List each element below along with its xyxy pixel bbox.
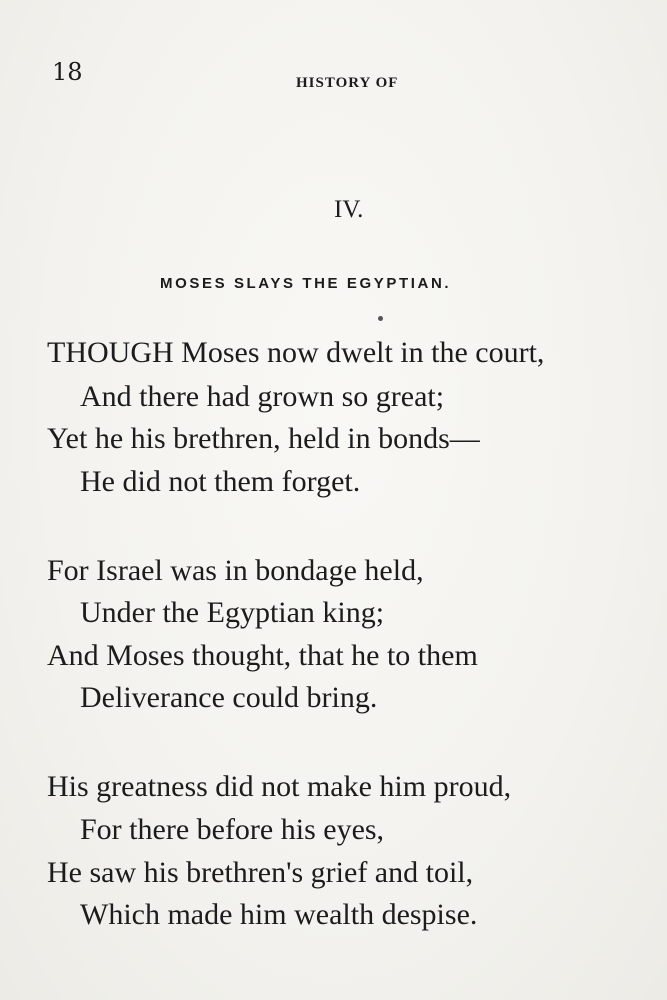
verse-line: His greatness did not make him proud, <box>47 770 512 803</box>
chapter-number: IV. <box>334 196 364 223</box>
verse-line: Under the Egyptian king; <box>80 596 385 629</box>
running-head: HISTORY OF <box>296 75 399 91</box>
chapter-title: MOSES SLAYS THE EGYPTIAN. <box>160 275 452 292</box>
verse-line: He saw his brethren's grief and toil, <box>47 856 474 889</box>
ornament-dot <box>378 316 383 321</box>
page-number: 18 <box>52 58 83 86</box>
verse-line: Which made him wealth despise. <box>80 898 478 931</box>
verse-line: Yet he his brethren, held in bonds— <box>47 422 480 455</box>
verse-line: Deliverance could bring. <box>80 681 378 714</box>
verse-line: For there before his eyes, <box>80 813 385 846</box>
verse-line: For Israel was in bondage held, <box>47 554 424 587</box>
verse-line: THOUGH Moses now dwelt in the court, <box>47 336 545 369</box>
verse-line: And Moses thought, that he to them <box>47 639 478 672</box>
verse-line: And there had grown so great; <box>80 380 445 413</box>
verse-line: He did not them forget. <box>80 465 361 498</box>
